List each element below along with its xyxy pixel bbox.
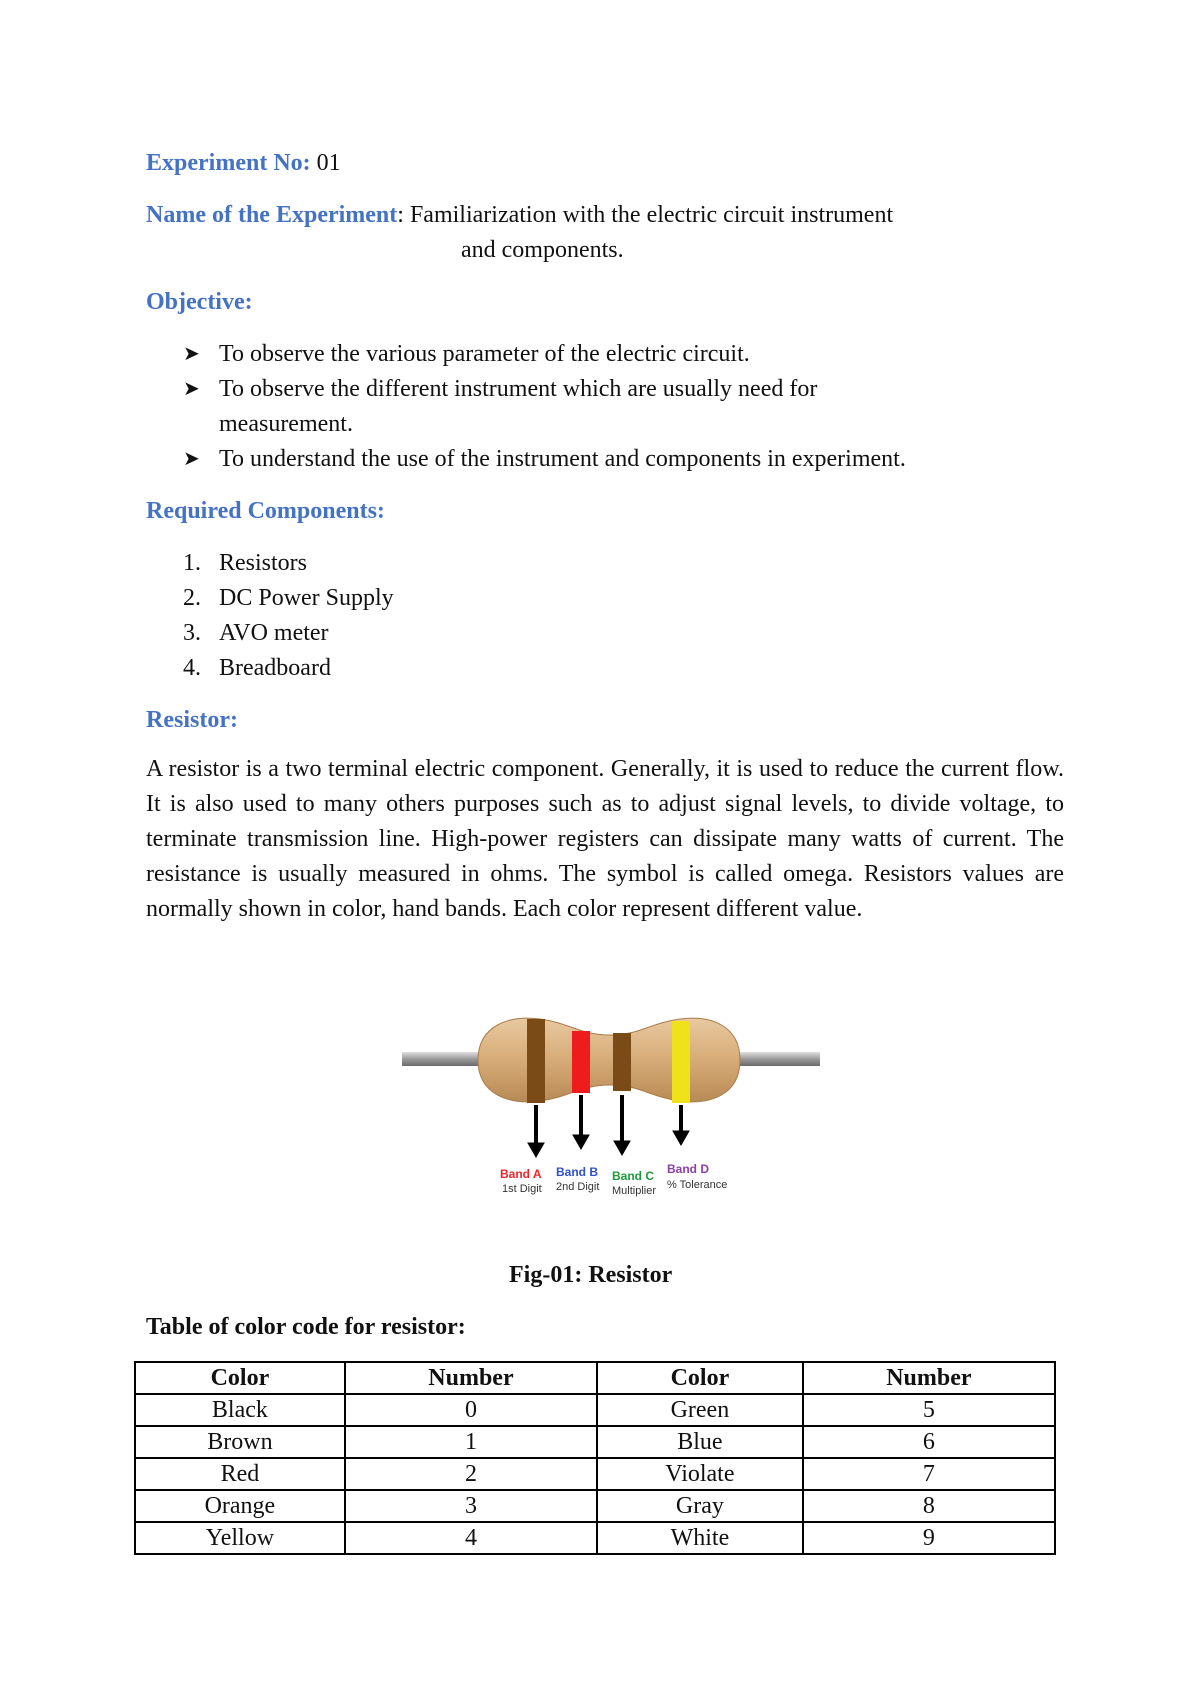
experiment-number-line [146,148,341,178]
experiment-number-value: 01 [310,150,341,176]
color-code-table [134,1361,1056,1555]
experiment-name-value: Familiarization with the electric circuit instrument [403,202,894,228]
experiment-name-colon: : [397,202,404,228]
column-header: Number [345,1362,597,1394]
resistor-body [478,1018,740,1102]
bullet-icon: ➤ [183,448,200,470]
column-header: Color [597,1362,803,1394]
table-row [135,1394,1055,1426]
table-cell: 6 [803,1426,1055,1458]
table-cell: Green [597,1394,803,1426]
figure-caption: Fig-01: Resistor [509,1262,673,1288]
table-row [135,1426,1055,1458]
component-item-4: Breadboard [219,655,331,681]
band-a-desc: 1st Digit [502,1183,542,1195]
bullet-icon: ➤ [183,343,200,365]
resistor-heading: Resistor: [146,707,238,733]
table-cell: Orange [135,1490,345,1522]
band-b-desc: 2nd Digit [556,1181,600,1193]
table-cell: 4 [345,1522,597,1554]
experiment-name-continuation: and components. [461,237,624,263]
table-cell: Yellow [135,1522,345,1554]
table-row [135,1458,1055,1490]
resistor-paragraph: A resistor is a two terminal electric component. Generally, it is used to reduce the current flow. It is also used to many others purposes such as to adjust signal levels, to divide voltage, to terminate transmission line. High-power registers can dissipate many watts of current. The resistance is usually measured in ohms. The symbol is called omega. Resistors values are normally shown in color, hand bands. Each color represent different value. [146,756,1064,922]
resistor-band-d [672,1021,690,1103]
table-cell: Brown [135,1426,345,1458]
table-cell: Violate [597,1458,803,1490]
table-cell: 3 [345,1490,597,1522]
resistor-band-a [527,1019,545,1103]
objective-item-2: To observe the different instrument which are usually need for [219,376,818,402]
band-c-label: Band C [612,1169,654,1183]
table-cell: 1 [345,1426,597,1458]
table-row [135,1490,1055,1522]
band-d-desc: % Tolerance [667,1179,728,1191]
component-number: 3. [183,620,201,646]
bullet-icon: ➤ [183,378,200,400]
objective-item-2-continuation: measurement. [219,411,353,437]
band-b-label: Band B [556,1165,598,1179]
component-number: 1. [183,550,201,576]
objective-item-3: To understand the use of the instrument and components in experiment. [219,446,906,472]
resistor-figure [400,1005,820,1225]
table-cell: 8 [803,1490,1055,1522]
table-title: Table of color code for resistor: [146,1314,466,1340]
band-arrows [528,1095,689,1157]
table-header-row [135,1362,1055,1394]
table-cell: 0 [345,1394,597,1426]
experiment-name-label: Name of the Experiment [146,202,398,228]
table-cell: Blue [597,1426,803,1458]
table-cell: Gray [597,1490,803,1522]
experiment-name-line [146,200,893,230]
component-item-2: DC Power Supply [219,585,394,611]
resistor-band-b [572,1031,590,1093]
band-c-desc: Multiplier [612,1185,657,1197]
table-cell: 7 [803,1458,1055,1490]
component-number: 4. [183,655,201,681]
objective-item-1: To observe the various parameter of the electric circuit. [219,341,750,367]
component-number: 2. [183,585,201,611]
table-cell: 2 [345,1458,597,1490]
column-header: Color [135,1362,345,1394]
table-cell: Black [135,1394,345,1426]
components-heading: Required Components: [146,498,385,524]
column-header: Number [803,1362,1055,1394]
table-row [135,1522,1055,1554]
objective-heading: Objective: [146,289,253,315]
band-a-label: Band A [500,1167,542,1181]
table-cell: 9 [803,1522,1055,1554]
band-d-label: Band D [667,1162,709,1176]
table-cell: 5 [803,1394,1055,1426]
component-item-3: AVO meter [219,620,329,646]
resistor-band-c [613,1033,631,1091]
component-item-1: Resistors [219,550,308,576]
experiment-number-label: Experiment No: [146,150,311,176]
table-cell: Red [135,1458,345,1490]
table-cell: White [597,1522,803,1554]
